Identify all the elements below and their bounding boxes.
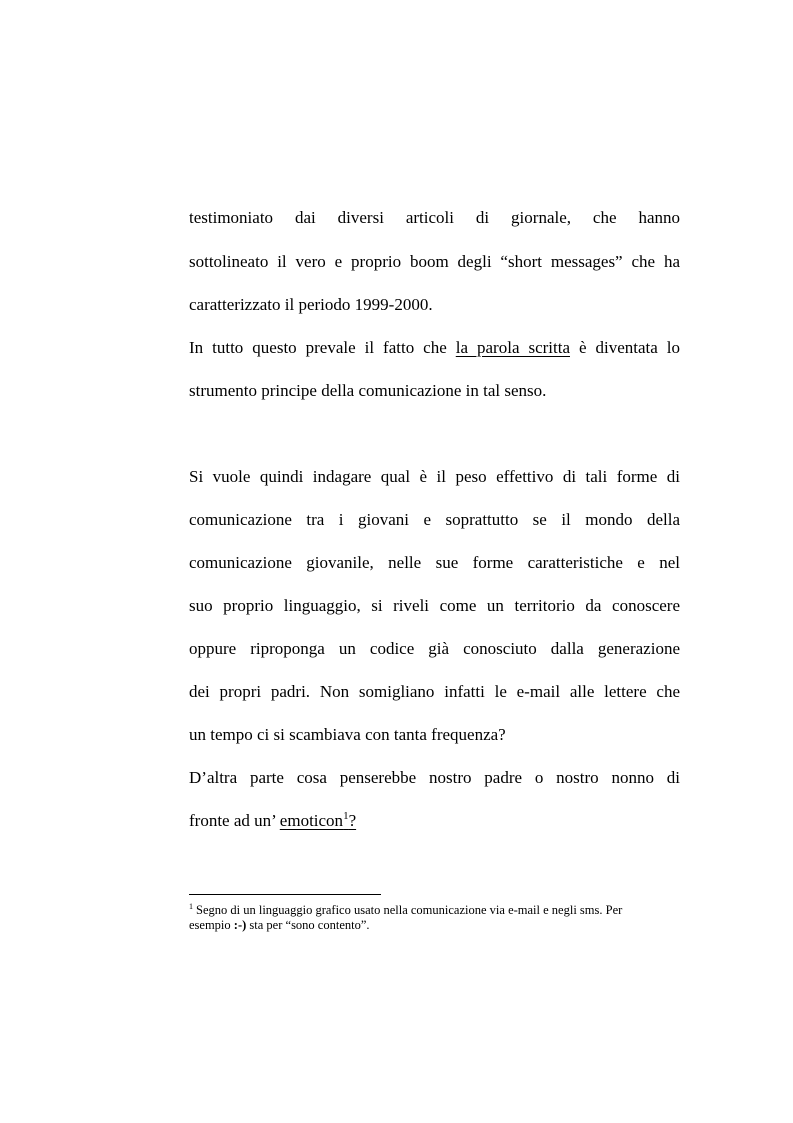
body-line: comunicazione tra i giovani e soprattutto se il mondo della [189,510,680,529]
body-line: dei propri padri. Non somigliano infatti le e-mail alle lettere che [189,682,680,701]
body-line: D’altra parte cosa penserebbe nostro padre o nostro nonno di [189,768,680,787]
body-line: suo proprio linguaggio, si riveli come un territorio da conoscere [189,596,680,615]
text-span: è diventata lo [570,338,681,357]
body-line: sottolineato il vero e proprio boom degli “short messages” che ha [189,252,680,271]
footnote-separator [189,894,381,895]
footnote-reference[interactable]: 1 [343,810,349,822]
footnote-line [189,918,659,933]
footnote-text: Segno di un linguaggio grafico usato nella comunicazione via e-mail e negli sms. Per [196,903,623,917]
body-line: oppure riproponga un codice già conosciuto dalla generazione [189,639,680,658]
body-line: comunicazione giovanile, nelle sue forme caratteristiche e nel [189,553,680,572]
text-span: In tutto questo prevale il fatto che [189,338,456,357]
question-mark: ? [348,811,357,830]
body-line: caratterizzato il periodo 1999-2000. [189,295,433,314]
emoticon-term: emoticon [279,811,344,830]
body-line: strumento principe della comunicazione in tal senso. [189,381,547,400]
body-line: testimoniato dai diversi articoli di giornale, che hanno [189,208,680,227]
footnote-text: esempio [189,918,234,932]
emoticon-example: :-) [233,918,247,932]
underlined-phrase: la parola scritta [455,338,570,357]
body-line [189,338,680,358]
body-line: un tempo ci si scambiava con tanta frequenza? [189,725,506,744]
body-line: Si vuole quindi indagare qual è il peso effettivo di tali forme di [189,467,680,486]
underlined-term [280,811,356,830]
footnote-marker: 1 [189,902,193,911]
body-line [189,811,680,831]
footnote-text: sta per “sono contento”. [246,918,370,932]
text-span: fronte ad un’ [189,811,280,830]
footnote-line [189,903,659,918]
